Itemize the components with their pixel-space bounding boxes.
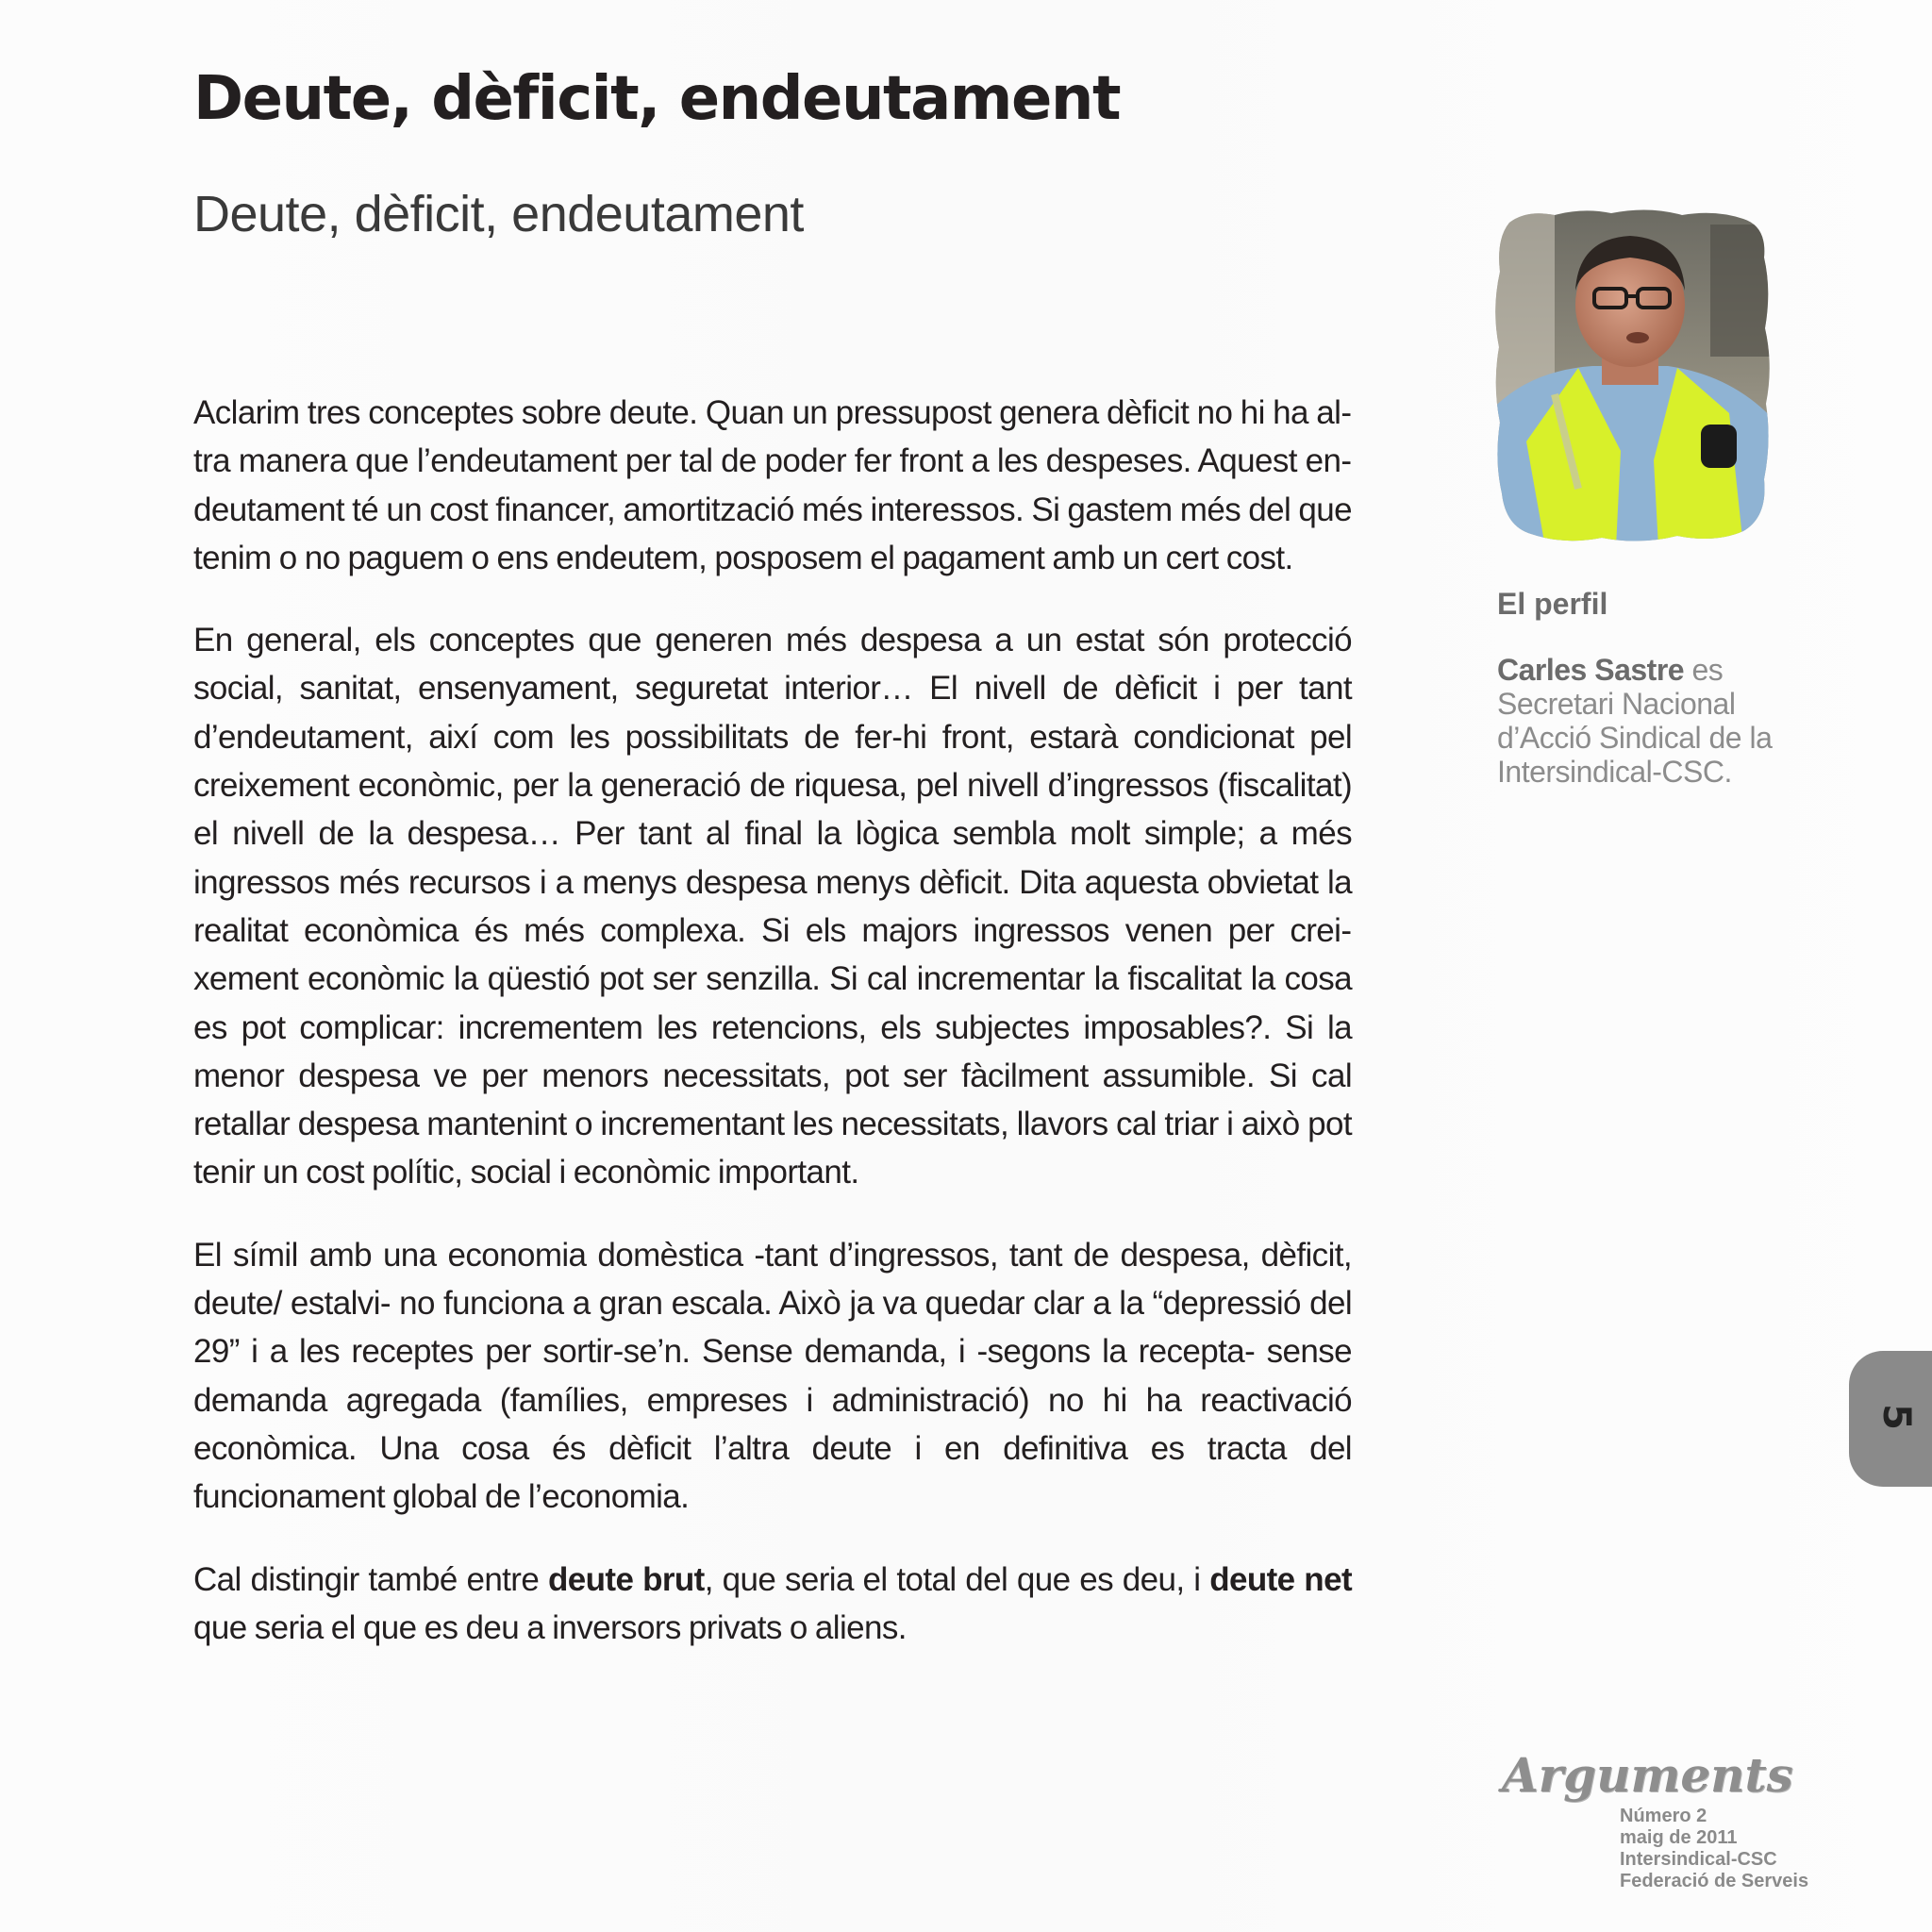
article-subtitle: Deute, dèficit, endeutament: [193, 186, 804, 242]
term-deute-net: deute net: [1209, 1560, 1353, 1598]
organization: Intersindical-CSC: [1620, 1849, 1777, 1870]
profile-heading: El perfil: [1497, 587, 1608, 621]
federation: Federació de Serveis: [1620, 1871, 1809, 1891]
page-number: 5: [1874, 1404, 1918, 1430]
issue-number: Número 2: [1620, 1806, 1707, 1826]
article-body: [193, 389, 1352, 1686]
profile-description: es Secretari Nacional d’Acció Sindical de la Intersindical-CSC.: [1497, 653, 1773, 789]
profile-name: Carles Sastre: [1497, 653, 1685, 687]
term-deute-brut: deute brut: [547, 1560, 705, 1598]
text-run: que seria el que es deu a inversors privats o aliens.: [193, 1608, 907, 1646]
colophon: [1620, 1806, 1808, 1892]
author-photo: [1489, 206, 1776, 547]
text-run: , que seria el total del que es deu, i: [704, 1560, 1210, 1598]
article-paragraph: En general, els conceptes que generen més despesa a un estat són protecció social, sanitat, ensenyament, seguretat interior… El nivell de dèficit i per tant d’endeutament, així com les possibilitats de fer-hi front, estarà condicionat pel creixement econòmic, per la generació de riquesa, pel nivell d’ingressos (fiscalitat) el nivell de la despesa… Per tant al final la lògica sembla molt simple; a més ingressos més recursos i a menys despesa menys dèficit. Dita aquesta obvietat la realitat econòmica és més complexa. Si els majors ingressos venen per creixement econòmic la qüestió pot ser senzilla. Si cal incrementar la fiscalitat la cosa es pot complicar: incrementem les retencions, els subjectes imposables?. Si la menor despesa ve per menors necessitats, pot ser fàcilment assumible. Si cal retallar despesa mantenint o incrementant les necessitats, llavors cal triar i això pot tenir un cost polític, social i econòmic important.: [193, 622, 1352, 1191]
issue-date: maig de 2011: [1620, 1827, 1738, 1848]
article-paragraph-final: [193, 1556, 1352, 1653]
text-run: Cal distingir també entre: [193, 1560, 548, 1598]
profile-bio: [1497, 653, 1808, 789]
article-paragraph: El símil amb una economia domèstica -tant d’ingressos, tant de despesa, dèficit, deute/ estalvi- no funciona a gran escala. Això ja va quedar clar a la “depressió del 29” i a les receptes per sortir-se’n. Sense demanda, i -segons la recepta- sense demanda agregada (famílies, empreses i administració) no hi ha reactivació econòmica. Una cosa és dèficit l’altra deute i en definitiva es tracta del funcionament global de l’economia.: [193, 1236, 1352, 1516]
article-title: Deute, dèficit, endeutament: [193, 64, 1121, 134]
brand-logo: Arguments: [1502, 1747, 1793, 1803]
article-paragraph: Aclarim tres conceptes sobre deute. Quan un pressupost genera dèficit no hi ha altra manera que l’endeutament per tal de poder fer front a les despeses. Aquest endeutament té un cost financer, amortització més interessos. Si gastem més del que tenim o no paguem o ens endeutem, posposem el pagament amb un cert cost.: [193, 394, 1352, 576]
